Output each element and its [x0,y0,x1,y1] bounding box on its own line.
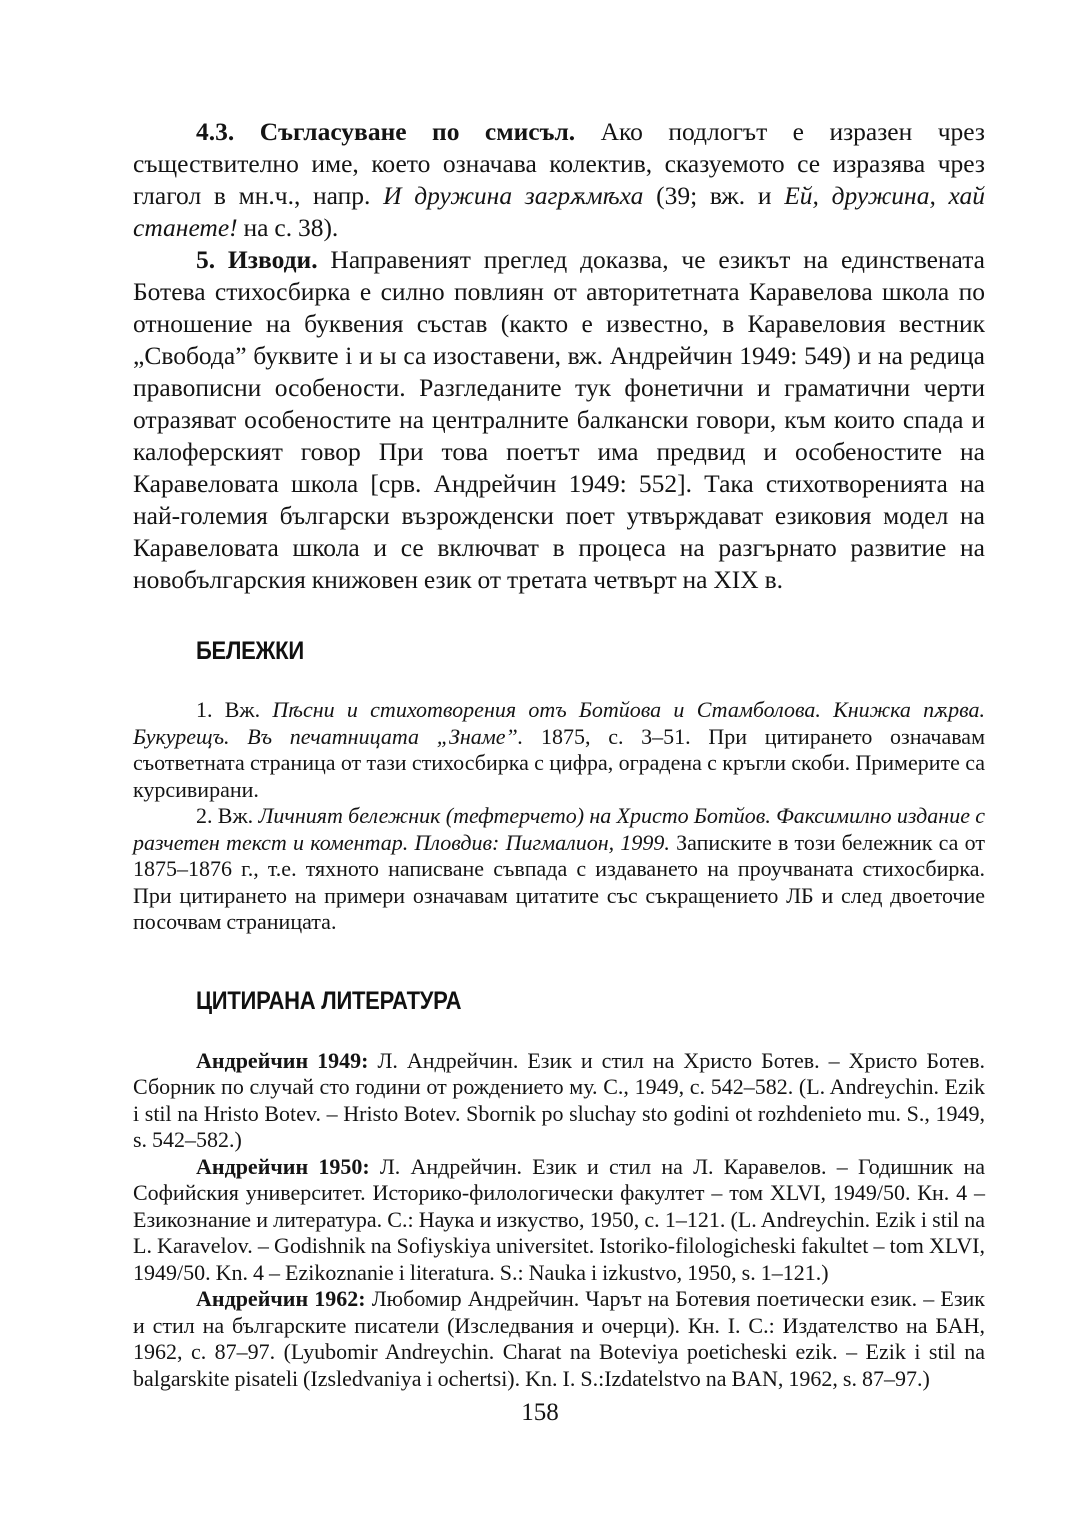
reference-andreychin-1950 [133,1154,985,1287]
text-segment: Л. Андрейчин. Език и стил на Христо Ботев. – Христо Ботев. Сборник по случай сто години от рождението му. С., 1949, с. 542–582. (L. Andreychin. Ezik i stil na Hristo Botev. – Hristo Botev. Sbornik po sluchay sto godini ot rozhdenieto mu. S., 1949, s. 542–582.) [133,1047,985,1152]
text-segment: на с. 38). [237,213,339,242]
references-heading [133,988,985,1014]
reference-andreychin-1949 [133,1048,985,1154]
references-heading-label: ЦИТИРАНА ЛИТЕРАТУРА [196,986,462,1015]
text-segment: Андрейчин 1950: [196,1153,380,1179]
paragraph-5-conclusions [133,244,985,596]
text-segment: 5. Изводи. [196,245,331,274]
text-segment: Андрейчин 1949: [196,1047,378,1073]
text-segment: Л. Андрейчин. Език и стил на Л. Каравелов. – Годишник на Софийския университет. Историко-филологически факултет – том XLVI, 1949/50. Кн. 4 – Езикознание и литература. С.: Наука и изкуство, 1950, с. 1–121. (L. Andreychin. Ezik i stil na L. Karavelov. – Godishnik na Sofiyskiya universitet. Istoriko-filologicheski fakultet – tom XLVI, 1949/50. Kn. 4 – Ezikoznanie i literatura. S.: Nauka i izkustvo, 1950, s. 1–121.) [133,1153,985,1285]
text-segment: Любомир Андрейчин. Чарът на Ботевия поетически език. – Език и стил на българските писатели (Изследвания и очерци). Кн. I. С.: Издателство на БАН, 1962, с. 87–97. (Lyubomir Andreychin. Charat na Boteviya poeticheski ezik. – Ezik i stil na balgarskite pisateli (Izsledvaniya i ochertsi). Kn. I. S.:Izdatelstvo na BAN, 1962, s. 87–97.) [133,1286,986,1391]
text-segment: Андрейчин 1962: [196,1286,372,1311]
text-segment: Направеният преглед доказва, че езикът на единствената Ботева стихосбирка е силно повлиян от авторитетната Каравелова школа по отношение на буквения състав (както е известно, в Каравеловия вестник „Свобода” буквите i и ы са изоставени, вж. Андрейчин 1949: 549) и на редица правописни особености. Разгледаните тук фонетични и граматични черти отразяват особеностите на централните балкански говори, към които спада и калоферският говор При това поетът има предвид и особеностите на Каравеловата школа [срв. Андрейчин 1949: 552]. Така стихотворенията на най-големия български възрожденски поет утвърждават езиковия модел на Каравеловата школа и се включват в процеса на разгърнато развитие на новобългарския книжовен език от третата четвърт на XIX в. [133,245,985,594]
text-segment: И дружина загрѫмѣха [383,181,657,210]
text-segment: 1875, с. 3–51. При цитирането означавам съответната страница от тази стихосбирка с цифра, оградена с кръгли скоби. Примерите са курсивирани. [133,723,985,802]
page-number: 158 [521,1399,559,1426]
text-segment: Записките в този бележник са от 1875–1876 г., т.е. тяхното написване съвпада с издаването на проучваната стихосбирка. При цитирането на примери означавам цитатите със съкращението ЛБ и след двоеточие посочвам страницата. [133,829,985,934]
text-segment: 2. Вж. [196,803,259,828]
reference-andreychin-1962 [133,1286,985,1392]
text-segment: Ей, дружина, хай станете! [133,181,985,242]
text-segment: 4.3. Съгласуване по смисъл. [196,117,601,146]
text-segment: Пѣсни и стихотворения отъ Ботйова и Стамболова. Книжка пѫрва. Букурещъ. Въ печатницата „Знаме”. [133,697,985,749]
text-segment: Личният бележник (тефтерчето) на Христо Ботйов. Факсимилно издание с разчетен текст и коментар. Пловдив: Пигмалион, 1999. [133,803,986,855]
notes-heading [133,638,985,664]
text-segment: Ако подлогът е изразен чрез съществително име, което означава колектив, сказуемото се изразява чрез глагол в мн.ч., напр. [133,117,985,210]
note-2 [133,803,985,936]
text-segment: 1. Вж. [196,697,273,722]
text-block [133,116,985,1392]
note-1 [133,697,985,803]
notes-heading-label: БЕЛЕЖКИ [196,637,304,665]
paragraph-4-3-agreement [133,116,985,244]
text-segment: (39; вж. и [656,181,785,210]
